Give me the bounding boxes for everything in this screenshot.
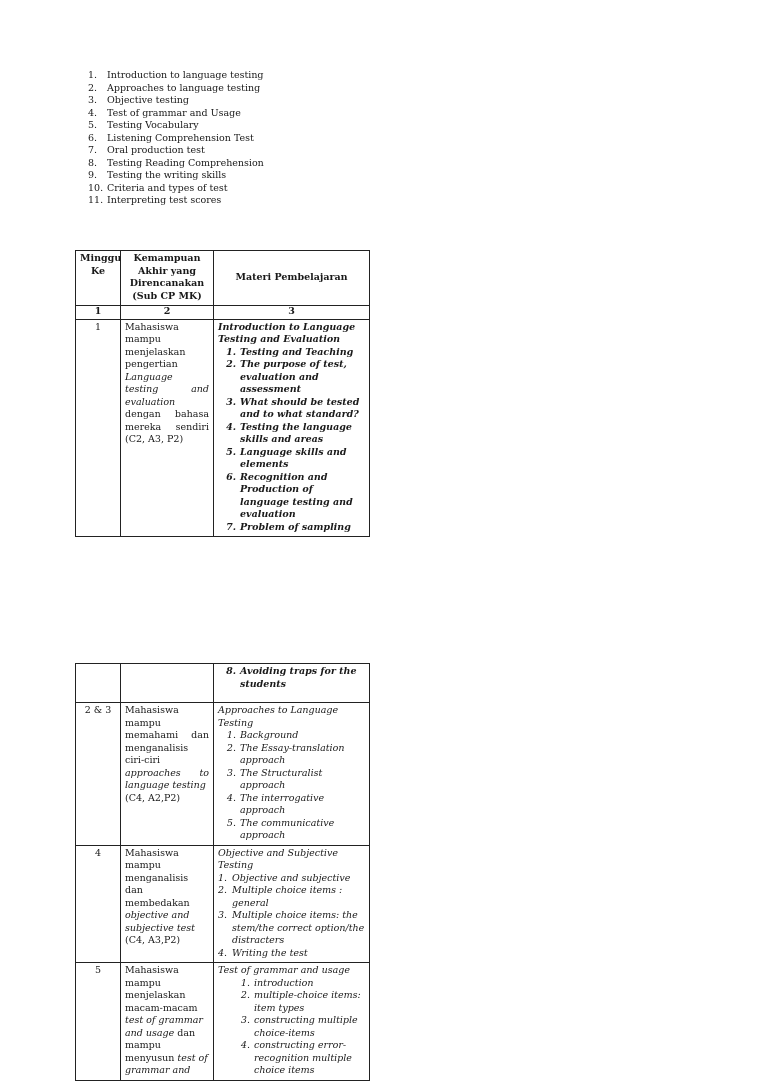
ability-italic: objective and subjective test — [125, 910, 195, 934]
week-cell: 4 — [76, 845, 121, 963]
list-item: 4. Testing the language skills and areas — [226, 421, 352, 445]
list-item: 3. Objective testing — [88, 95, 189, 106]
list-item: 4. constructing error-recognition multiple choice items — [240, 1040, 352, 1076]
material-cell — [214, 845, 370, 963]
list-item: 1. introduction — [240, 977, 314, 989]
syllabus-table-1 — [75, 250, 370, 537]
ability-cell — [121, 845, 214, 963]
col-number: 3 — [214, 306, 370, 320]
material-title: Test of grammar and usage — [218, 965, 350, 976]
list-item: 2. multiple-choice items: item types — [240, 990, 361, 1014]
week-cell — [76, 664, 121, 703]
ability-italic: test of grammar and — [125, 1052, 208, 1076]
table-row — [76, 963, 370, 1081]
material-list — [218, 730, 365, 843]
list-item: 7. Oral production test — [88, 145, 205, 156]
ability-text: Mahasiswa mampu memahami dan menganalisis ciri-ciri — [125, 705, 209, 766]
list-item: 3. What should be tested and to what standard? — [226, 396, 360, 420]
material-list — [218, 666, 365, 691]
col-number: 1 — [76, 306, 121, 320]
list-item: 6. Listening Comprehension Test — [88, 132, 254, 144]
list-item: 1. Introduction to language testing — [88, 70, 264, 81]
material-cell — [214, 319, 370, 537]
list-item: 3. Multiple choice items: the stem/the correct option/the distracters — [218, 910, 365, 946]
list-item: 9. Testing the writing skills — [88, 170, 227, 181]
material-cell — [214, 963, 370, 1081]
ability-cell — [121, 664, 214, 703]
ability-cell — [121, 703, 214, 846]
ability-italic: approaches to language testing — [125, 767, 209, 791]
list-item: 4. Writing the test — [218, 947, 308, 959]
header-ability: Kemampuan Akhir yang Direncanakan (Sub CP MK) — [121, 251, 214, 306]
table-row — [76, 319, 370, 537]
week-cell: 1 — [76, 319, 121, 537]
list-item: 5. Language skills and elements — [226, 446, 347, 470]
ability-cell — [121, 963, 214, 1081]
week-cell: 2 & 3 — [76, 703, 121, 846]
material-title: Introduction to Language Testing and Evaluation — [218, 321, 356, 345]
list-item: 4. Test of grammar and Usage — [88, 107, 241, 119]
list-item: 5. The communicative approach — [226, 817, 335, 841]
table-row — [76, 845, 370, 963]
col-number: 2 — [121, 306, 214, 320]
material-title: Objective and Subjective Testing — [218, 847, 338, 871]
list-item: 11. Interpreting test scores — [88, 195, 222, 206]
week-cell: 5 — [76, 963, 121, 1081]
header-material: Materi Pembelajaran — [214, 251, 370, 306]
table-number-row — [76, 306, 370, 320]
list-item: 10. Criteria and types of test — [88, 182, 228, 194]
ability-text: Mahasiswa mampu menjelaskan macam-macam — [125, 965, 198, 1014]
material-cell — [214, 664, 370, 703]
ability-text: dan mampu menyusun — [125, 1027, 196, 1064]
syllabus-table-2 — [75, 663, 370, 1081]
material-title: Approaches to Language Testing — [218, 705, 339, 729]
list-item: 4. The interrogative approach — [226, 792, 325, 816]
ability-text: dengan bahasa mereka sendiri (C2, A3, P2) — [125, 409, 209, 445]
list-item: 2. The Essay-translation approach — [226, 742, 345, 766]
ability-text: Mahasiswa mampu menjelaskan pengertian — [125, 321, 186, 370]
list-item: 5. Testing Vocabulary — [88, 120, 199, 131]
list-item: 1. Background — [226, 730, 299, 741]
header-week: Minggu Ke — [76, 251, 121, 306]
list-item: 1. Testing and Teaching — [226, 346, 354, 358]
list-item: 2. Approaches to language testing — [88, 82, 261, 94]
list-item: 1. Objective and subjective — [218, 872, 351, 884]
list-item: 2. Multiple choice items : general — [218, 885, 343, 909]
list-item: 7. Problem of sampling — [226, 521, 351, 533]
topic-list — [88, 70, 264, 208]
table-row — [76, 703, 370, 846]
table-row — [76, 664, 370, 703]
material-cell — [214, 703, 370, 846]
ability-code: (C4, A3,P2) — [125, 935, 181, 946]
list-item: 3. constructing multiple choice-items — [240, 1015, 358, 1039]
ability-text: Mahasiswa mampu menganalisis dan membedakan — [125, 847, 190, 909]
ability-italic: test of grammar and usage — [125, 1015, 203, 1039]
list-item: 2. The purpose of test, evaluation and assessment — [226, 359, 347, 395]
ability-cell — [121, 319, 214, 537]
list-item: 8. Testing Reading Comprehension — [88, 157, 264, 169]
list-item: 8. Avoiding traps for the students — [226, 666, 357, 690]
ability-code: (C4, A2,P2) — [125, 792, 181, 804]
ability-italic: Language testing and evaluation — [125, 371, 209, 408]
table-header-row — [76, 251, 370, 306]
list-item: 3. The Structuralist approach — [226, 767, 323, 791]
material-list — [218, 978, 365, 1078]
list-item: 6. Recognition and Production of language testing and evaluation — [226, 471, 353, 520]
material-list — [218, 347, 365, 535]
material-list — [218, 873, 365, 961]
